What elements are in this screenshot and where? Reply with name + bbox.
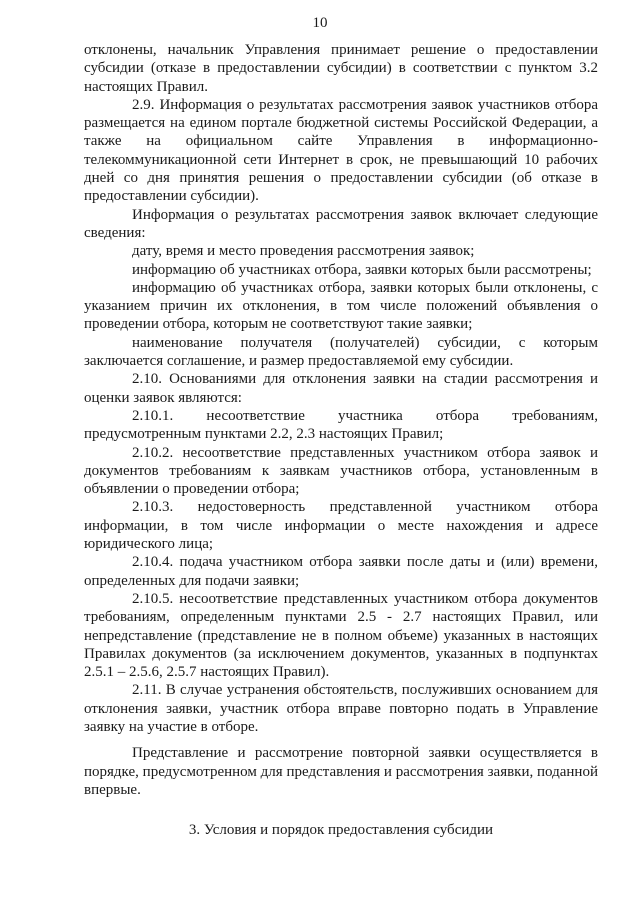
paragraph-2-10-2: 2.10.2. несоответствие представленных участником отбора заявок и документов требованиям к заявкам участников отбора, установленным в объявлении о проведении отбора;: [84, 444, 598, 498]
page-number: 10: [312, 15, 328, 31]
paragraph-continuation: отклонены, начальник Управления принимает решение о предоставлении субсидии (отказе в предоставлении субсидии) в соответствии с пунктом 3.2 настоящих Правил.: [84, 42, 598, 95]
list-item-rejected-participants: информацию об участниках отбора, заявки которых были отклонены, с указанием причин их отклонения, в том числе положений объявления о проведении отбора, которым не соответствуют такие заявки;: [84, 279, 598, 333]
list-item-reviewed-participants: информацию об участниках отбора, заявки которых были рассмотрены;: [132, 261, 592, 278]
paragraph-2-10-3: 2.10.3. недостоверность представленной участником отбора информации, в том числе информации о месте нахождения и адресе юридического лица;: [84, 499, 598, 553]
list-item-recipient-name: наименование получателя (получателей) субсидии, с которым заключается соглашение, и размер предоставляемой ему субсидии.: [84, 334, 598, 370]
paragraph-2-10: 2.10. Основаниями для отклонения заявки на стадии рассмотрения и оценки заявок являются:: [84, 371, 598, 406]
list-item-date-time-place: дату, время и место проведения рассмотрения заявок;: [132, 243, 475, 260]
paragraph-2-10-4: 2.10.4. подача участником отбора заявки после даты и (или) времени, определенных для подачи заявки;: [84, 554, 598, 589]
paragraph-2-11: 2.11. В случае устранения обстоятельств, послуживших основанием для отклонения заявки, участник отбора вправе повторно подать в Управление заявку на участие в отборе.: [84, 682, 598, 735]
paragraph-2-9: 2.9. Информация о результатах рассмотрения заявок участников отбора размещается на едином портале бюджетной системы Российской Федерации, а также на официальном сайте Управления в информационно-телекоммуникационной сети Интернет в срок, не превышающий 10 рабочих дней со дня принятия решения о предоставлении субсидии (об отказе в предоставлении субсидии).: [84, 96, 598, 205]
paragraph-info-contents: Информация о результатах рассмотрения заявок включает следующие сведения:: [84, 206, 598, 241]
paragraph-repeat-application: Представление и рассмотрение повторной заявки осуществляется в порядке, предусмотренном для представления и рассмотрения заявки, поданной впервые.: [84, 745, 598, 798]
paragraph-2-10-5: 2.10.5. несоответствие представленных участником отбора документов требованиям, определенным пунктами 2.5 - 2.7 настоящих Правил, или непредставление (представление не в полном объеме) указанных в настоящих Правилах документов (за исключением документов, указанных в подпунктах 2.5.1 – 2.5.6, 2.5.7 настоящих Правил).: [84, 590, 598, 681]
paragraph-2-10-1: 2.10.1. несоответствие участника отбора требованиям, предусмотренным пунктами 2.2, 2.3 настоящих Правил;: [84, 407, 598, 443]
section-heading: 3. Условия и порядок предоставления субсидии: [188, 822, 494, 839]
document-body: [84, 41, 598, 839]
